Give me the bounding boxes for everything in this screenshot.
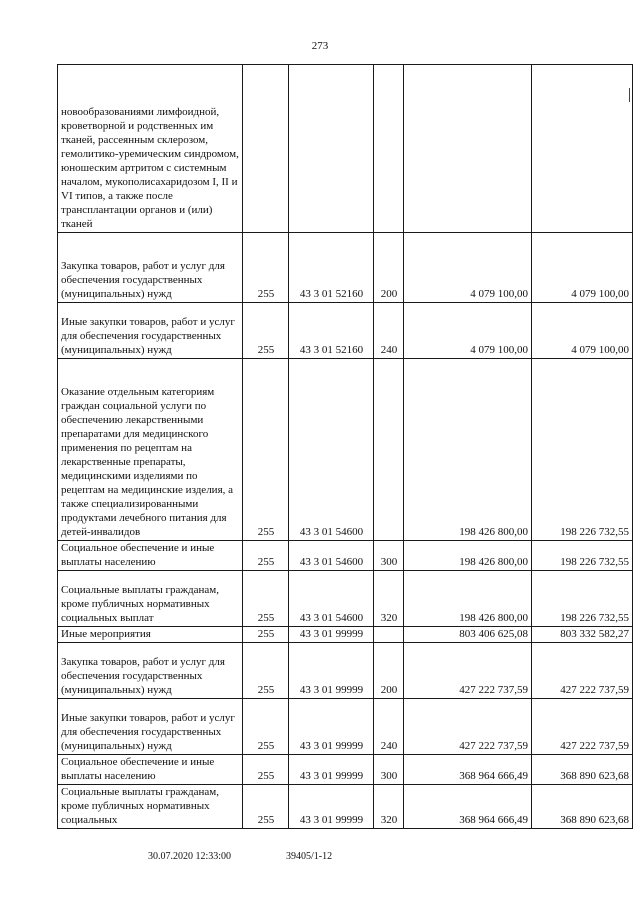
row-kcsr — [289, 65, 374, 233]
table-row — [58, 785, 633, 829]
row-code — [243, 65, 289, 233]
row-kvr — [374, 627, 404, 643]
row-sum-exec: 198 226 732,55 — [532, 541, 633, 571]
row-kcsr: 43 3 01 99999 — [289, 755, 374, 785]
table-row — [58, 541, 633, 571]
row-code: 255 — [243, 699, 289, 755]
row-code: 255 — [243, 359, 289, 541]
row-kcsr: 43 3 01 99999 — [289, 643, 374, 699]
row-kvr: 320 — [374, 571, 404, 627]
table-row — [58, 627, 633, 643]
row-kvr: 200 — [374, 233, 404, 303]
row-kcsr: 43 3 01 99999 — [289, 699, 374, 755]
row-sum-plan: 368 964 666,49 — [404, 785, 532, 829]
footer-timestamp: 30.07.2020 12:33:00 — [148, 851, 232, 862]
row-sum-exec: 4 079 100,00 — [532, 303, 633, 359]
row-code: 255 — [243, 643, 289, 699]
row-kvr: 240 — [374, 699, 404, 755]
row-name: Закупка товаров, работ и услуг для обеспечения государственных (муниципальных) нужд — [58, 233, 243, 303]
row-code: 255 — [243, 571, 289, 627]
row-kcsr: 43 3 01 54600 — [289, 571, 374, 627]
row-name: новообразованиями лимфоидной, кроветворной и родственных им тканей, рассеянным склерозом, гемолитико-уремическим синдромом, юношеским артритом с системным началом, мукополисахаридозом I, II и VI типов, а также после трансплантации органов и (или) тканей — [58, 65, 243, 233]
row-name: Закупка товаров, работ и услуг для обеспечения государственных (муниципальных) нужд — [58, 643, 243, 699]
row-code: 255 — [243, 755, 289, 785]
row-sum-exec: 198 226 732,55 — [532, 571, 633, 627]
table-row — [58, 643, 633, 699]
row-kvr: 300 — [374, 755, 404, 785]
row-kcsr: 43 3 01 54600 — [289, 359, 374, 541]
row-sum-plan: 427 222 737,59 — [404, 643, 532, 699]
row-sum-exec: 427 222 737,59 — [532, 643, 633, 699]
row-kvr: 300 — [374, 541, 404, 571]
row-sum-plan: 4 079 100,00 — [404, 233, 532, 303]
row-name: Социальное обеспечение и иные выплаты населению — [58, 541, 243, 571]
table-row — [58, 571, 633, 627]
row-sum-plan: 198 426 800,00 — [404, 359, 532, 541]
row-kvr — [374, 359, 404, 541]
table-row — [58, 233, 633, 303]
row-name: Социальные выплаты гражданам, кроме публичных нормативных социальных — [58, 785, 243, 829]
row-sum-plan: 198 426 800,00 — [404, 541, 532, 571]
row-sum-plan: 4 079 100,00 — [404, 303, 532, 359]
row-sum-plan: 427 222 737,59 — [404, 699, 532, 755]
row-sum-exec: 368 890 623,68 — [532, 785, 633, 829]
row-sum-exec: 198 226 732,55 — [532, 359, 633, 541]
row-sum-plan — [404, 65, 532, 233]
row-kvr — [374, 65, 404, 233]
table-row — [58, 303, 633, 359]
row-kvr: 240 — [374, 303, 404, 359]
table-row — [58, 65, 633, 233]
row-sum-exec: 4 079 100,00 — [532, 233, 633, 303]
row-kvr: 200 — [374, 643, 404, 699]
row-sum-exec — [532, 65, 633, 233]
table-row — [58, 359, 633, 541]
row-sum-plan: 368 964 666,49 — [404, 755, 532, 785]
row-sum-exec: 803 332 582,27 — [532, 627, 633, 643]
table-row — [58, 699, 633, 755]
row-name: Иные закупки товаров, работ и услуг для обеспечения государственных (муниципальных) нужд — [58, 699, 243, 755]
row-kcsr: 43 3 01 52160 — [289, 233, 374, 303]
row-sum-plan: 803 406 625,08 — [404, 627, 532, 643]
row-sum-exec: 368 890 623,68 — [532, 755, 633, 785]
row-sum-plan: 198 426 800,00 — [404, 571, 532, 627]
row-code: 255 — [243, 303, 289, 359]
row-name: Иные мероприятия — [58, 627, 243, 643]
row-kcsr: 43 3 01 52160 — [289, 303, 374, 359]
table-row — [58, 755, 633, 785]
page-number: 273 — [311, 40, 329, 52]
row-code: 255 — [243, 627, 289, 643]
row-kvr: 320 — [374, 785, 404, 829]
row-name: Социальное обеспечение и иные выплаты населению — [58, 755, 243, 785]
row-name: Иные закупки товаров, работ и услуг для обеспечения государственных (муниципальных) нужд — [58, 303, 243, 359]
row-kcsr: 43 3 01 99999 — [289, 627, 374, 643]
row-kcsr: 43 3 01 54600 — [289, 541, 374, 571]
row-code: 255 — [243, 541, 289, 571]
row-code: 255 — [243, 233, 289, 303]
row-kcsr: 43 3 01 99999 — [289, 785, 374, 829]
row-sum-exec: 427 222 737,59 — [532, 699, 633, 755]
budget-table — [57, 64, 633, 829]
row-code: 255 — [243, 785, 289, 829]
row-name: Оказание отдельным категориям граждан социальной услуги по обеспечению лекарственными препаратами для медицинского применения по рецептам на лекарственные препараты, медицинскими изделиями по рецептам на медицинские изделия, а также специализированными продуктами лечебного питания для детей-инвалидов — [58, 359, 243, 541]
row-name: Социальные выплаты гражданам, кроме публичных нормативных социальных выплат — [58, 571, 243, 627]
footer-document-id: 39405/1-12 — [286, 851, 333, 862]
